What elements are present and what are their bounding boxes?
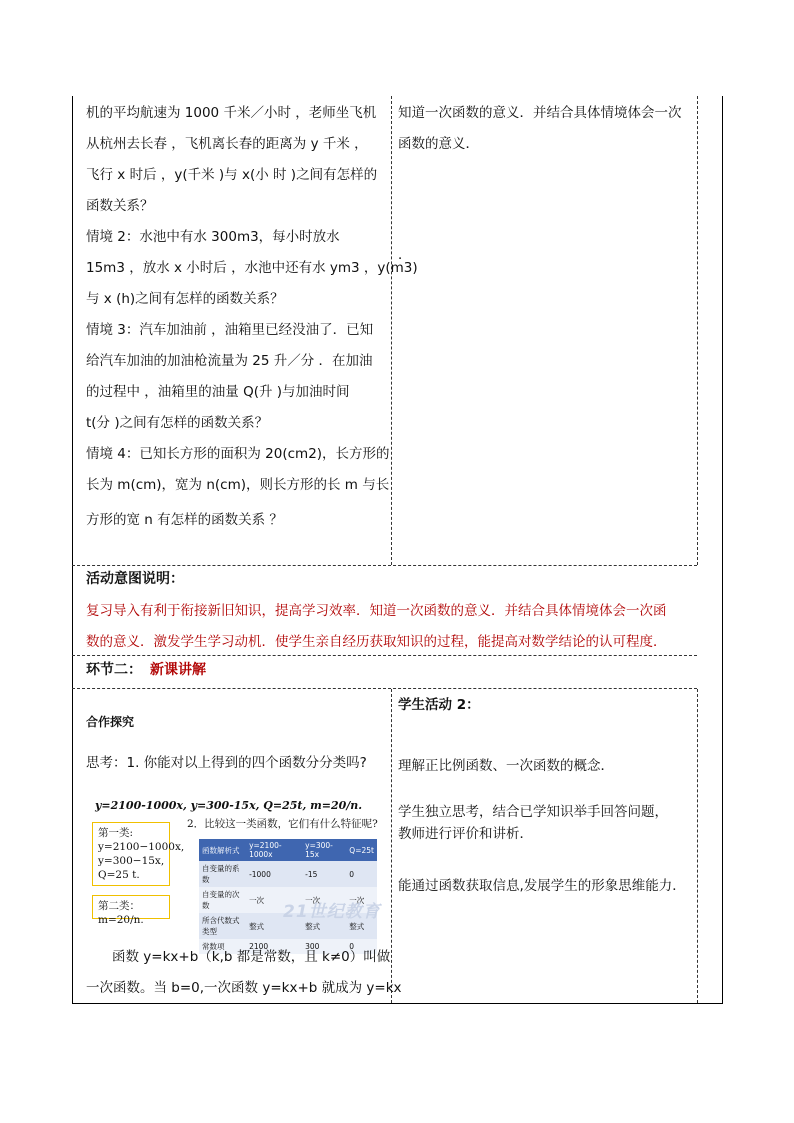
table-cell: 函数解析式 — [199, 839, 246, 861]
table-cell: 0 — [346, 939, 377, 954]
compare-title: 2．比较这一类函数，它们有什么特征呢? — [187, 818, 378, 830]
table-cell: y=300-15x — [302, 839, 346, 861]
table-cell: 自变量的系数 — [199, 861, 246, 887]
table-row — [199, 839, 377, 861]
scenario-line: 方形的宽 n 有怎样的函数关系 ？ — [86, 512, 283, 528]
table-cell: 一次 — [246, 887, 302, 913]
formula-line: y=2100-1000x, y=300-15x, Q=25t, m=20/n. — [95, 799, 363, 812]
table-cell: -1000 — [246, 861, 302, 887]
inner-right-divider-top — [697, 96, 698, 565]
table-cell: 所含代数式类型 — [199, 913, 246, 939]
table-cell: 自变量的次数 — [199, 887, 246, 913]
table-cell: 整式 — [346, 913, 377, 939]
scenario-line: 情境 2：水池中有水 300m3，每小时放水 — [86, 229, 340, 245]
goal-line: 函数的意义． — [398, 136, 479, 152]
student-activity-line: 能通过函数获取信息,发展学生的形象思维能力． — [398, 878, 686, 894]
scenario-line: 飞行 x 时后 ，y(千米 )与 x(小 时 )之间有怎样的 — [86, 167, 378, 183]
definition-line: 一次函数。当 b=0,一次函数 y=kx+b 就成为 y=kx — [86, 980, 402, 996]
scenario-line: 与 x (h)之间有怎样的函数关系？ — [86, 291, 284, 307]
goal-dot: ． — [398, 247, 412, 263]
table-row — [199, 861, 377, 887]
student-activity-line: 学生独立思考，结合已学知识举手回答问题， — [398, 804, 668, 820]
think-question: 思考：1. 你能对以上得到的四个函数分分类吗? — [86, 755, 367, 771]
table-cell: 一次 — [346, 887, 377, 913]
scenario-line: 函数关系？ — [86, 198, 154, 214]
intent-line: 复习导入有利于衔接新旧知识，提高学习效率．知道一次函数的意义．并结合具体情境体会一次函 — [86, 603, 667, 619]
section2-title: 新课讲解 — [150, 662, 206, 678]
table-cell: 整式 — [302, 913, 346, 939]
column-divider-top — [391, 96, 392, 565]
box-line: y=2100−1000x, — [98, 841, 185, 853]
table-left-border — [72, 96, 73, 1003]
student-activity-line: 理解正比例函数、一次函数的概念． — [398, 758, 614, 774]
intent-line: 数的意义．激发学生学习动机．使学生亲自经历获取知识的过程，能提高对数学结论的认可程度． — [86, 634, 667, 650]
watermark-logo: 21世纪教育 — [283, 902, 381, 922]
scenario-line: t(分 )之间有怎样的函数关系？ — [86, 415, 269, 431]
intent-heading: 活动意图说明： — [86, 571, 184, 587]
scenario-line: 情境 3：汽车加油前 ，油箱里已经没油了．已知 — [86, 322, 374, 338]
goal-line: 知道一次函数的意义．并结合具体情境体会一次 — [398, 105, 682, 121]
definition-line: 函数 y=kx+b（k,b 都是常数，且 k≠0）叫做 — [112, 949, 391, 965]
table-cell: 2100 — [246, 939, 302, 954]
scenario-line: 情境 4：已知长方形的面积为 20(cm2)，长方形的 — [86, 446, 390, 462]
scenario-line: 长为 m(cm)，宽为 n(cm)，则长方形的长 m 与长 — [86, 477, 390, 493]
scenario-line: 给汽车加油的加油枪流量为 25 升／分 ．在加油 — [86, 353, 373, 369]
table-cell: Q=25t — [346, 839, 377, 861]
student-activity-heading: 学生活动 2： — [398, 697, 480, 713]
table-cell: -15 — [302, 861, 346, 887]
box-line: Q=25 t. — [98, 869, 140, 881]
scenario-line: 机的平均航速为 1000 千米／小时 ，老师坐飞机 — [86, 105, 377, 121]
table-cell: y=2100-1000x — [246, 839, 302, 861]
box-line: 第一类: — [98, 827, 134, 839]
student-activity-line: 教师进行评价和讲析． — [398, 826, 533, 842]
table-cell: 300 — [302, 939, 346, 954]
table-cell: 常数项 — [199, 939, 246, 954]
box-line: 第二类：m=20/n. — [98, 900, 144, 926]
category-two-box — [92, 895, 170, 926]
table-cell: 整式 — [246, 913, 302, 939]
scenario-line: 的过程中 ，油箱里的油量 Q(升 )与加油时间 — [86, 384, 350, 400]
table-cell: 0 — [346, 861, 377, 887]
scenario-line: 从杭州去长春 ，飞机离长春的距离为 y 千米 ， — [86, 136, 368, 152]
explore-heading: 合作探究 — [86, 715, 135, 729]
box-line: y=300−15x, — [98, 855, 165, 867]
table-cell: 一次 — [302, 887, 346, 913]
section2-label: 环节二： — [86, 662, 142, 678]
row-divider-3 — [72, 688, 697, 689]
inner-right-divider-bottom — [697, 689, 698, 1003]
scenario-line: 15m3 ，放水 x 小时后 ，水池中还有水 ym3 ，y(m3) — [86, 260, 418, 276]
column-divider-bottom — [391, 689, 392, 1003]
table-right-border — [722, 96, 723, 1003]
category-one-box — [92, 822, 185, 886]
